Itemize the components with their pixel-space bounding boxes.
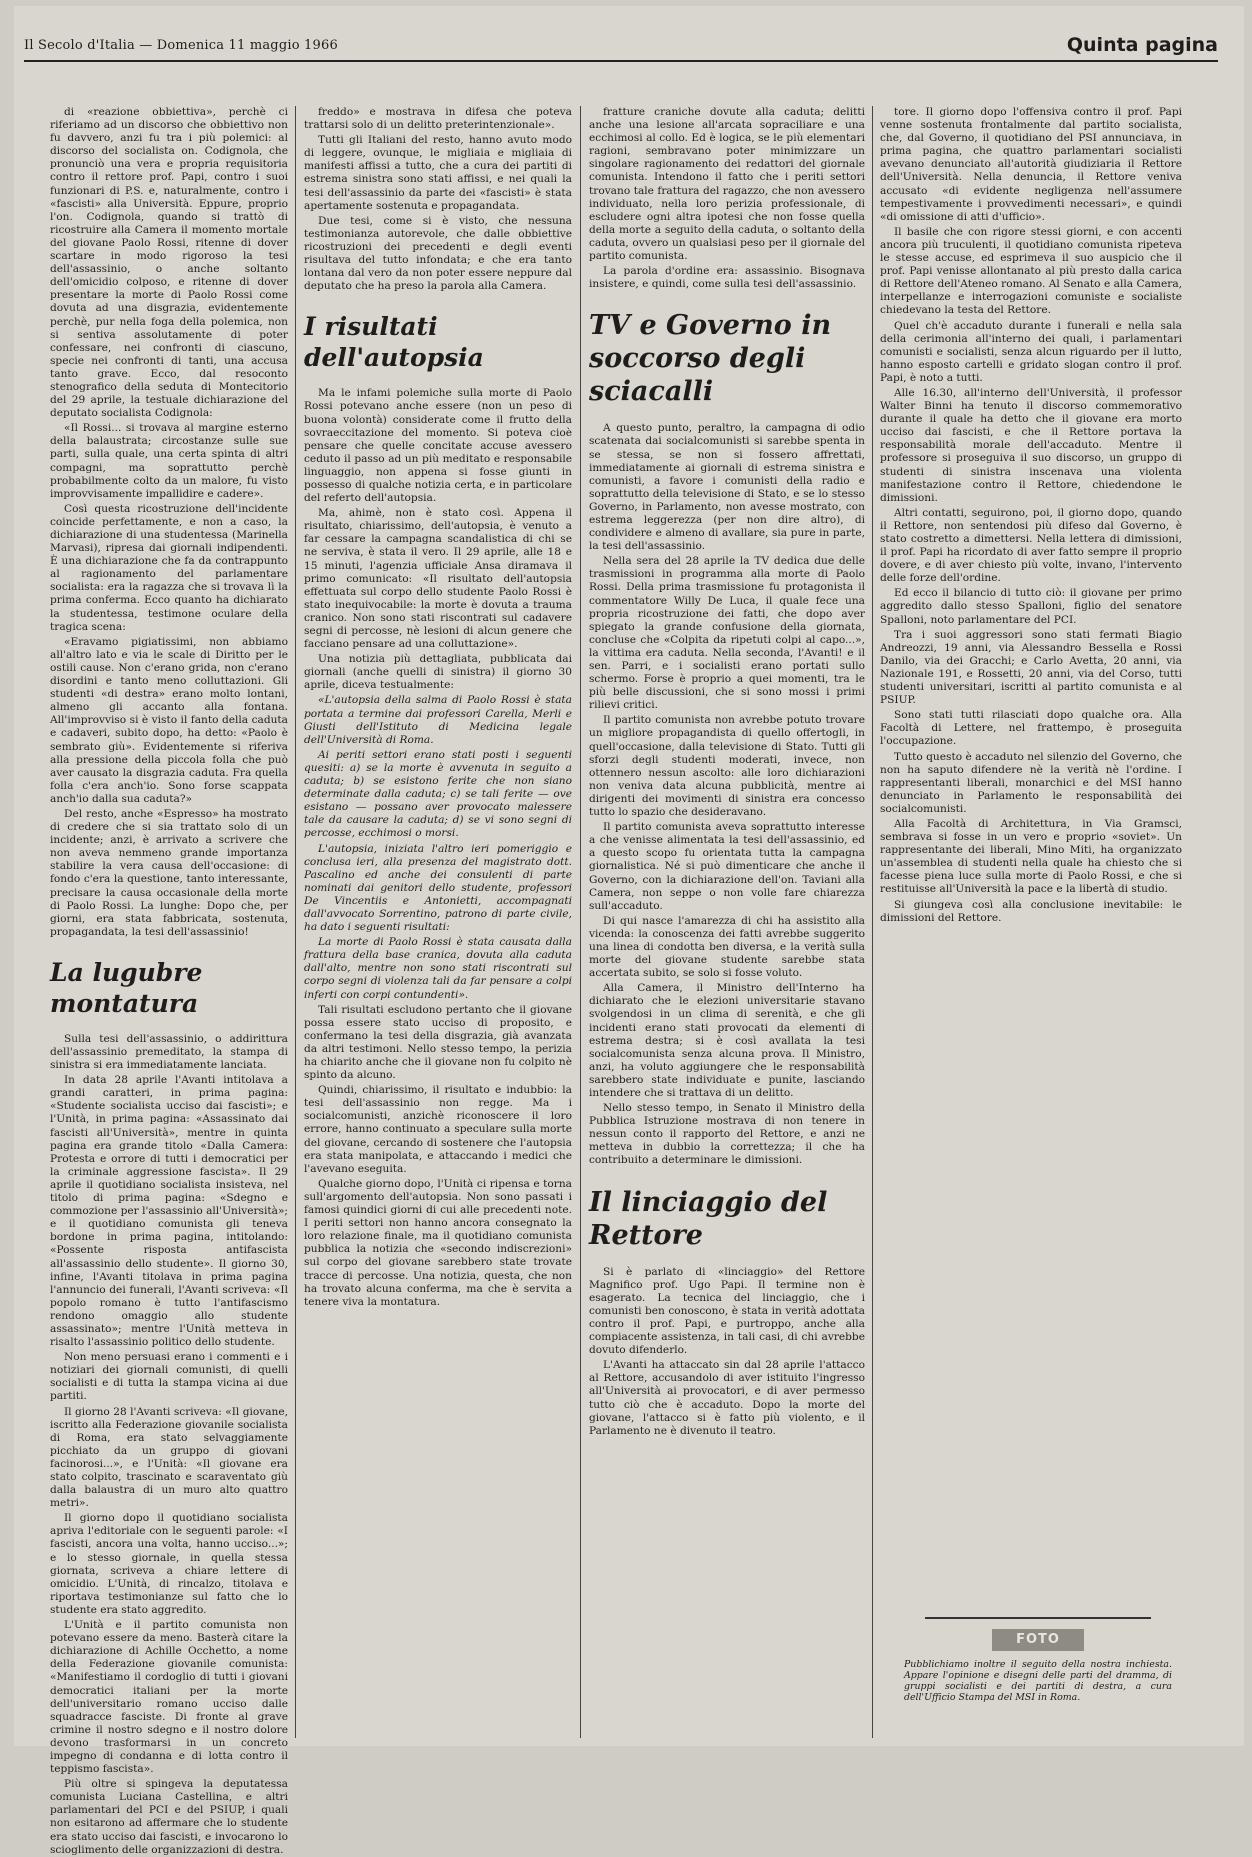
- column-3-body: [589, 106, 865, 291]
- paragraph: Altri contatti, seguirono, poi, il giorno dopo, quando il Rettore, non sentendosi più difeso dal Governo, è stato costretto a dimettersi. Nella lettera di dimissioni, il prof. Papi ha ricordato di aver fatto sempre il proprio dovere, e di aver chiesto più volte, invano, l'intervento delle forze dell'ordine.: [880, 506, 1182, 585]
- paragraph: Il partito comunista aveva soprattutto interesse a che venisse alimentata la tesi dell'assassinio, ed a questo scopo fu orientata tutta la campagna giornalistica. Né si può dimenticare che anche il Governo, con la dichiarazione dell'on. Taviani alla Camera, non seppe o non volle fare chiarezza sull'accaduto.: [589, 821, 865, 912]
- section-heading: I risultati dell'autopsia: [304, 312, 484, 373]
- paragraph: «L'autopsia della salma di Paolo Rossi è stata portata a termine dai professori Carella, Merli e Giusti dell'Istituto di Medicina legale dell'Università di Roma.: [304, 694, 572, 746]
- masthead: [24, 34, 1218, 62]
- paragraph: tore. Il giorno dopo l'offensiva contro il prof. Papi venne sostenuta frontalmente dal partito socialista, che, dal Governo, il quotidiano del PSI annunciava, in prima pagina, che quattro parlamentari socialisti avevano denunciato all'autorità giudiziaria il Rettore dell'Università. Nella denuncia, il Rettore veniva accusato «di evidente negligenza nell'assumere tempestivamente i provvedimenti necessari», e quindi «di omissione di atti d'ufficio».: [880, 106, 1182, 223]
- paragraph: Tutto questo è accaduto nel silenzio del Governo, che non ha saputo difendere nè la verità nè l'ordine. I rappresentanti liberali, monarchici e del MSI hanno denunciato in Parlamento le responsabilità dei socialcomunisti.: [880, 750, 1182, 815]
- paragraph: Ma le infami polemiche sulla morte di Paolo Rossi potevano anche essere (non un peso di buona volontà) considerate come il frutto della sovraeccitazione del momento. Si poteva cioè pensare che quelle concitate accuse avessero ceduto il passo ad un più meditato e responsabile linguaggio, non appena si fosse giunti in possesso di qualche notizia certa, e in particolare del referto dell'autopsia.: [304, 387, 572, 505]
- editorial-notice: [894, 1611, 1182, 1731]
- paragraph: Il giorno 28 l'Avanti scriveva: «Il giovane, iscritto alla Federazione giovanile socialista di Roma, era stato selvaggiamente picchiato da un gruppo di giovani facinorosi...», e l'Unità: «Il giovane era stato colpito, trascinato e scaraventato giù dalla balaustra di un muro alto quattro metri».: [50, 1405, 288, 1510]
- paragraph: fratture craniche dovute alla caduta; delitti anche una lesione all'arcata sopraciliare e una ecchimosi al collo. Ed è logica, se le più elementari ragioni, sembravano poter minimizzare un singolare ragionamento dei redattori del giornale comunista. Intendono il fatto che i periti settori trovano tale frattura del ragazzo, che non avessero individuato, nella loro perizia professionale, di escludere ogni altra ipotesi che non fosse quella della morte a seguito della caduta, o soltanto della caduta, ovvero un qualsiasi peso per il giornale del partito comunista.: [589, 106, 865, 263]
- paragraph: Quindi, chiarissimo, il risultato e indubbio: la tesi dell'assassinio non regge. Ma i socialcomunisti, anzichè riconoscere il loro errore, hanno continuato a speculare sulla morte del giovane, cercando di sostenere che l'autopsia era stata manipolata, e attaccando i medici che l'avevano eseguita.: [304, 1084, 572, 1175]
- divider: [925, 1617, 1151, 1619]
- paragraph: Una notizia più dettagliata, pubblicata dai giornali (anche quelli di sinistra) il giorno 30 aprile, diceva testualmente:: [304, 653, 572, 692]
- paragraph: In data 28 aprile l'Avanti intitolava a grandi caratteri, in prima pagina: «Studente socialista ucciso dai fascisti»; e l'Unità, in prima pagina: «Assassinato dai fascisti all'Università», mentre in quinta pagina era grande titolo «Dalla Camera: Protesta e orrore di tutti i democratici per la criminale aggressione fascista». Il 29 aprile il quotidiano socialista insisteva, nel titolo di prima pagina: «Sdegno e commozione per l'assassinio all'Università»; e il quotidiano comunista gli teneva bordone in prima pagina, intitolando: «Possente risposta antifascista all'assassinio dello studente». Il giorno 30, infine, l'Avanti titolava in prima pagina l'annuncio dei funerali, l'Avanti scriveva: «Il popolo romano è tutto l'antifascismo rendono omaggio allo studente assassinato»; mentre l'Unità metteva in risalto l'assassinio politico dello studente.: [50, 1074, 289, 1349]
- column-rule: [580, 106, 581, 1738]
- paragraph: L'Avanti ha attaccato sin dal 28 aprile l'attacco al Rettore, accusandolo di aver istituito l'ingresso all'Università ai provocatori, e di aver permesso tutto ciò che è accaduto. Dopo la morte del giovane, l'attacco si è fatto più violento, e il Parlamento ne è divenuto il teatro.: [589, 1359, 865, 1437]
- section-heading: Il linciaggio del Rettore: [589, 1186, 828, 1251]
- section-heading: La lugubre montatura: [50, 957, 203, 1018]
- paragraph: Alle 16.30, all'interno dell'Università, il professor Walter Binni ha tenuto il discorso commemorativo durante il quale ha detto che il giovane era morto ucciso dai fascisti, e che il Rettore portava la responsabilità morale dell'accaduto. Mentre il professore si proseguiva il suo discorso, un gruppo di studenti di sinistra inscenava una violenta manifestazione contro il Rettore, chiedendone le dimissioni.: [880, 386, 1182, 504]
- paragraph: Alla Camera, il Ministro dell'Interno ha dichiarato che le elezioni universitarie stavano svolgendosi in un clima di serenità, e che gli incidenti erano stati provocati da elementi di estrema destra; si è così avallata la tesi socialcomunista senza alcuna prova. Il Ministro, anzi, ha voluto aggiungere che le responsabilità sarebbero state individuate e punite, lasciando intendere che si trattava di un delitto.: [589, 982, 865, 1099]
- paragraph: Tali risultati escludono pertanto che il giovane possa essere stato ucciso di proposito, e confermano la tesi della disgrazia, già avanzata da altri testimoni. Nello stesso tempo, la perizia ha chiarito anche che il giovane non fu colpito nè spinto da alcuno.: [304, 1003, 572, 1082]
- paragraph: Ai periti settori erano stati posti i seguenti quesiti: a) se la morte è avvenuta in seguito a caduta; b) se esistono ferite che non siano determinate dalla caduta; c) se tali ferite — ove esistano — possano aver provocato malessere tale da causare la caduta; d) se vi sono segni di percosse, ecchimosi o morsi.: [304, 748, 572, 840]
- column-rule: [295, 106, 296, 1738]
- section-heading: TV e Governo in soccorso degli sciacalli: [589, 310, 832, 408]
- paragraph: A questo punto, peraltro, la campagna di odio scatenata dai socialcomunisti si sarebbe spenta in se stessa, se non si fossero affrettati, immediatamente ai giornali di estrema sinistra e comunisti, a favore i comunisti della radio e soprattutto della televisione di Stato, e se lo stesso Governo, in Parlamento, non avesse mostrato, con estrema leggerezza (per non dire altro), di condividere e almeno di avallare, sia pure in parte, la tesi dell'assassinio.: [589, 422, 865, 553]
- paragraph: «Il Rossi... si trovava al margine esterno della balaustrata; circostanze sulle sue parti, sulla quale, una certa spinta di altri compagni, ma soprattutto perchè probabilmente colto da un malore, fu visto improvvisamente impallidire e cadere».: [50, 422, 288, 500]
- newspaper-page: [14, 6, 1244, 1856]
- paragraph: Sulla tesi dell'assassinio, o addirittura dell'assassinio premeditato, la stampa di sinistra si era immediatamente lanciata.: [50, 1032, 288, 1072]
- column-1-body: [50, 106, 288, 939]
- paragraph: Del resto, anche «Espresso» ha mostrato di credere che si sia trattato solo di un incidente; anzi, è arrivato a scrivere che non aveva nemmeno grande importanza stabilire la vera causa dell'occasione: di fondo c'era la questione, tanto interessante, precisare la causa occasionale della morte di Paolo Rossi. La lunghe: Dopo che, per giorni, era stata fabbricata, sostenuta, propagandata, la tesi dell'assassinio!: [50, 807, 288, 938]
- masthead-date: Il Secolo d'Italia — Domenica 11 maggio 1966: [24, 38, 338, 53]
- column-4-body: [880, 106, 1182, 925]
- paragraph: Tra i suoi aggressori sono stati fermati Biagio Andreozzi, 19 anni, via Alessandro Bessella e Rossi Danilo, via dei Gracchi; e Carlo Avetta, 20 anni, via Nazionale 191, e Rossetti, 20 anni, via del Corso, tutti studenti universitari, iscritti al partito comunista e al PSIUP.: [880, 628, 1182, 707]
- paragraph: Non meno persuasi erano i commenti e i notiziari dei giornali comunisti, di quelli socialisti e di tutta la stampa vicina ai due partiti.: [50, 1351, 288, 1403]
- paragraph: Ma, ahimè, non è stato così. Appena il risultato, chiarissimo, dell'autopsia, è venuto a far cessare la campagna scandalistica di chi se ne serviva, è stata il vero. Il 29 aprile, alle 18 e 15 minuti, l'agenzia ufficiale Ansa diramava il primo comunicato: «Il risultato dell'autopsia effettuata sul corpo dello studente Paolo Rossi è stato inequivocabile: la morte è dovuta a trauma cranico. Non sono stati riscontrati sul cadavere segni di percosse, nè lesioni di alcun genere che facciano pensare ad una colluttazione».: [304, 507, 572, 651]
- column-3: [589, 106, 865, 1740]
- column-rule: [872, 106, 873, 1738]
- paragraph: La morte di Paolo Rossi è stata causata dalla frattura della base cranica, dovuta alla caduta dall'alto, mentre non sono stati riscontrati sul corpo segni di violenza tali da far pensare a colpi inferti con corpi contundenti».: [304, 936, 572, 1001]
- paragraph: Si è parlato di «linciaggio» del Rettore Magnifico prof. Ugo Papi. Il termine non è esagerato. La tecnica del linciaggio, che i comunisti ben conoscono, è stata in verità adottata contro il prof. Papi, e purtroppo, anche alla compiacente assistenza, in tali casi, di chi avrebbe dovuto difenderlo.: [589, 1265, 865, 1357]
- column-3-body-3: [589, 1266, 865, 1438]
- column-1: [50, 106, 289, 1856]
- paragraph: L'autopsia, iniziata l'altro ieri pomeriggio e conclusa ieri, alla presenza del magistrato dott. Pascalino ed anche dei consulenti di parte nominati dai genitori dello studente, professori De Vincentiis e Antonietti, accompagnati dall'avvocato Sorrentino, patrono di parte civile, ha dato i seguenti risultati:: [304, 842, 572, 934]
- column-2-body-2: [304, 387, 572, 1308]
- paragraph: Più oltre si spingeva la deputatessa comunista Luciana Castellina, e altri parlamentari del PCI e del PSIUP, i quali non esitarono ad affermare che lo studente era stato ucciso dai fascisti, e invocarono lo scioglimento delle organizzazioni di destra.: [50, 1778, 288, 1856]
- paragraph: freddo» e mostrava in difesa che poteva trattarsi solo di un delitto preterintenzionale».: [304, 106, 572, 132]
- paragraph: Qualche giorno dopo, l'Unità ci ripensa e torna sull'argomento dell'autopsia. Non sono passati i famosi quindici giorni di cui alle precedenti note. I periti settori non hanno ancora consegnato la loro relazione finale, ma il quotidiano comunista pubblica la notizia che «secondo indiscrezioni» sul corpo del giovane sarebbero state trovate tracce di percosse. Una notizia, questa, che non ha trovato alcuna conferma, ma che è servita a tenere viva la montatura.: [304, 1177, 572, 1308]
- paragraph: Il giorno dopo il quotidiano socialista apriva l'editoriale con le seguenti parole: «I fascisti, ancora una volta, hanno ucciso...»; e lo stesso giornale, in quella stessa giornata, scriveva a chiare lettere di omicidio. L'Unità, di rincalzo, titolava e riportava testimonianze sul fatto che lo studente era stato aggredito.: [50, 1512, 288, 1616]
- paragraph: L'Unità e il partito comunista non potevano essere da meno. Basterà citare la dichiarazione di Achille Occhetto, a nome della Federazione giovanile comunista: «Manifestiamo il cordoglio di tutti i giovani democratici italiani per la morte dell'universitario romano ucciso dalle squadracce fasciste. Di fronte al grave crimine il nostro sdegno e il nostro dolore devono trasformarsi in un concreto impegno di condanna e di lotta contro il teppismo fascista».: [50, 1619, 288, 1776]
- paragraph: Nella sera del 28 aprile la TV dedica due delle trasmissioni in programma alla morte di Paolo Rossi. Della prima trasmissione fu protagonista il commentatore Willy De Luca, il quale fece una propria ricostruzione dei fatti, che dopo aver spiegato la grande confusione della giornata, concluse che «Colpita da ripetuti colpi al capo...», la vittima era caduta. Nella seconda, l'Avanti! e il sen. Parri, e i socialisti erano portati sullo schermo. Forse è proprio a quei momenti, tra le più belle discussioni, che si sono mossi i primi rilievi critici.: [589, 555, 865, 712]
- paragraph: Nello stesso tempo, in Senato il Ministro della Pubblica Istruzione mostrava di non tenere in nessun conto il rapporto del Rettore, e anzi ne metteva in dubbio la correttezza; il che ha contribuito a determinare le dimissioni.: [589, 1102, 865, 1167]
- paragraph: Sono stati tutti rilasciati dopo qualche ora. Alla Facoltà di Lettere, nel frattempo, è proseguita l'occupazione.: [880, 709, 1182, 748]
- notice-image: FOTO: [992, 1629, 1084, 1651]
- paragraph: Ed ecco il bilancio di tutto ciò: il giovane per primo aggredito dallo stesso Spalloni, figlio del senatore Spalloni, noto parlamentare del PCI.: [880, 587, 1182, 626]
- column-4: [880, 106, 1182, 1596]
- paragraph: Il partito comunista non avrebbe potuto trovare un migliore propagandista di quello offertogli, in quell'occasione, dalla televisione di Stato. Tutti gli sforzi degli studenti moderati, invece, non ottennero nessun ascolto: alle loro dichiarazioni non veniva data alcuna pubblicità, mentre ai dirigenti dei movimenti di sinistra era concesso tutto lo spazio che desideravano.: [589, 714, 865, 819]
- paragraph: Quel ch'è accaduto durante i funerali e nella sala della cerimonia all'interno dei quali, i parlamentari comunisti e socialisti, senza alcun riguardo per il lutto, hanno esposto cartelli e gridato slogan contro il prof. Papi, è noto a tutti.: [880, 319, 1182, 384]
- paragraph: Di qui nasce l'amarezza di chi ha assistito alla vicenda: la conoscenza dei fatti avrebbe suggerito una linea di condotta ben diversa, e la verità sulla morte del giovane studente sarebbe stata accertata subito, se solo si fosse voluto.: [589, 914, 865, 980]
- paragraph: «Eravamo pigiatissimi, non abbiamo all'altro lato e via le scale di Diritto per le ostili cause. Non c'erano grida, non c'erano disordini e tanto meno colluttazioni. Gli studenti «di destra» erano molto lontani, almeno gli accanto alla fontana. All'improvviso si è visto il fanto della caduta e cadaveri, subito dopo, ha detto: «Paolo è sembrato giù». Evidentemente si riferiva alla pressione della piccola folla che può aver causato la disgrazia caduta. Fra quella folla c'era anch'io. Sono forse scappata anch'io dalla sua caduta?»: [50, 635, 288, 805]
- column-2: [304, 106, 572, 1740]
- paragraph: Due tesi, come si è visto, che nessuna testimonianza autorevole, che dalle obbiettive ricostruzioni dei precedenti e degli eventi risultava del tutto infondata; e che era tanto lontana dal vero da non poter essere neppure dal deputato che ha preso la parola alla Camera.: [304, 214, 572, 293]
- paragraph: Il basile che con rigore stessi giorni, e con accenti ancora più truculenti, il quotidiano comunista ripeteva le stesse accuse, ed esprimeva il suo auspicio che il prof. Papi venisse allontanato al più presto dalla carica di Rettore dell'Ateneo romano. Al Senato e alla Camera, interpellanze e interrogazioni comuniste e socialiste chiedevano la testa del Rettore.: [880, 225, 1182, 317]
- paragraph: La parola d'ordine era: assassinio. Bisognava insistere, e quindi, come sulla tesi dell'assassinio.: [589, 265, 865, 291]
- paragraph: Così questa ricostruzione dell'incidente coincide perfettamente, e non a caso, la dichiarazione di una studentessa (Marinella Marvasi), ripresa dai giornali indipendenti. È una dichiarazione che fa da contrappunto al ragionamento del parlamentare socialista: era la ragazza che si trovava lì la prima conferma. Ecco quanto ha dichiarato la studentessa, testimone oculare della tragica scena:: [50, 502, 288, 633]
- paragraph: di «reazione obbiettiva», perchè ci riferiamo ad un discorso che obbiettivo non fu davvero, anzi fu tra i più polemici: al discorso del socialista on. Codignola, che pronunciò una vera e propria requisitoria contro il rettore prof. Papi, contro i suoi funzionari di P.S. e, naturalmente, contro i «fascisti» alla Università. Eppure, proprio l'on. Codignola, quando si trattò di ricostruire alla Camera il momento mortale del giovane Paolo Rossi, ritenne di dover scartare in modo rigoroso la tesi dell'assassinio, o anche soltanto dell'omicidio colposo, e ritenne di dover presentare la morte di Paolo Rossi come dovuta ad una disgrazia, evidentemente perchè, pur nella foga della polemica, non si sentiva assolutamente di poter confessare, nei confronti di ciascuno, specie nei confronti di tanti, una accusa tanto grave. Ecco, dal resoconto stenografico della seduta di Montecitorio del 29 aprile, la testuale dichiarazione del deputato socialista Codignola:: [50, 106, 288, 420]
- paragraph: Alla Facoltà di Architettura, in Via Gramsci, sembrava si fosse in un vero e proprio «soviet». Un rappresentante dei liberali, Mino Miti, ha organizzato un'assemblea di studenti nella quale ha chiesto che si facesse piena luce sulla morte di Paolo Rossi, e che si restituisse all'Università la pace e la libertà di studio.: [880, 817, 1182, 896]
- column-2-body: [304, 106, 572, 293]
- paragraph: Si giungeva così alla conclusione inevitabile: le dimissioni del Rettore.: [880, 898, 1182, 924]
- column-1-body-2: [50, 1033, 288, 1857]
- paragraph: Tutti gli Italiani del resto, hanno avuto modo di leggere, ovunque, le migliaia e migliaia di manifesti affissi a tutto, che a cura dei partiti di estrema sinistra sono stati affissi, e nei quali la tesi dell'assassinio da parte dei «fascisti» è stata apertamente sostenuta e propagandata.: [304, 134, 572, 212]
- column-3-body-2: [589, 422, 865, 1167]
- notice-text: Pubblichiamo inoltre il seguito della nostra inchiesta. Appare l'opinione e disegni delle parti del dramma, di gruppi socialisti e dei partiti di destra, a cura dell'Ufficio Stampa del MSI in Roma.: [904, 1659, 1172, 1703]
- page-section-title: Quinta pagina: [1066, 34, 1218, 56]
